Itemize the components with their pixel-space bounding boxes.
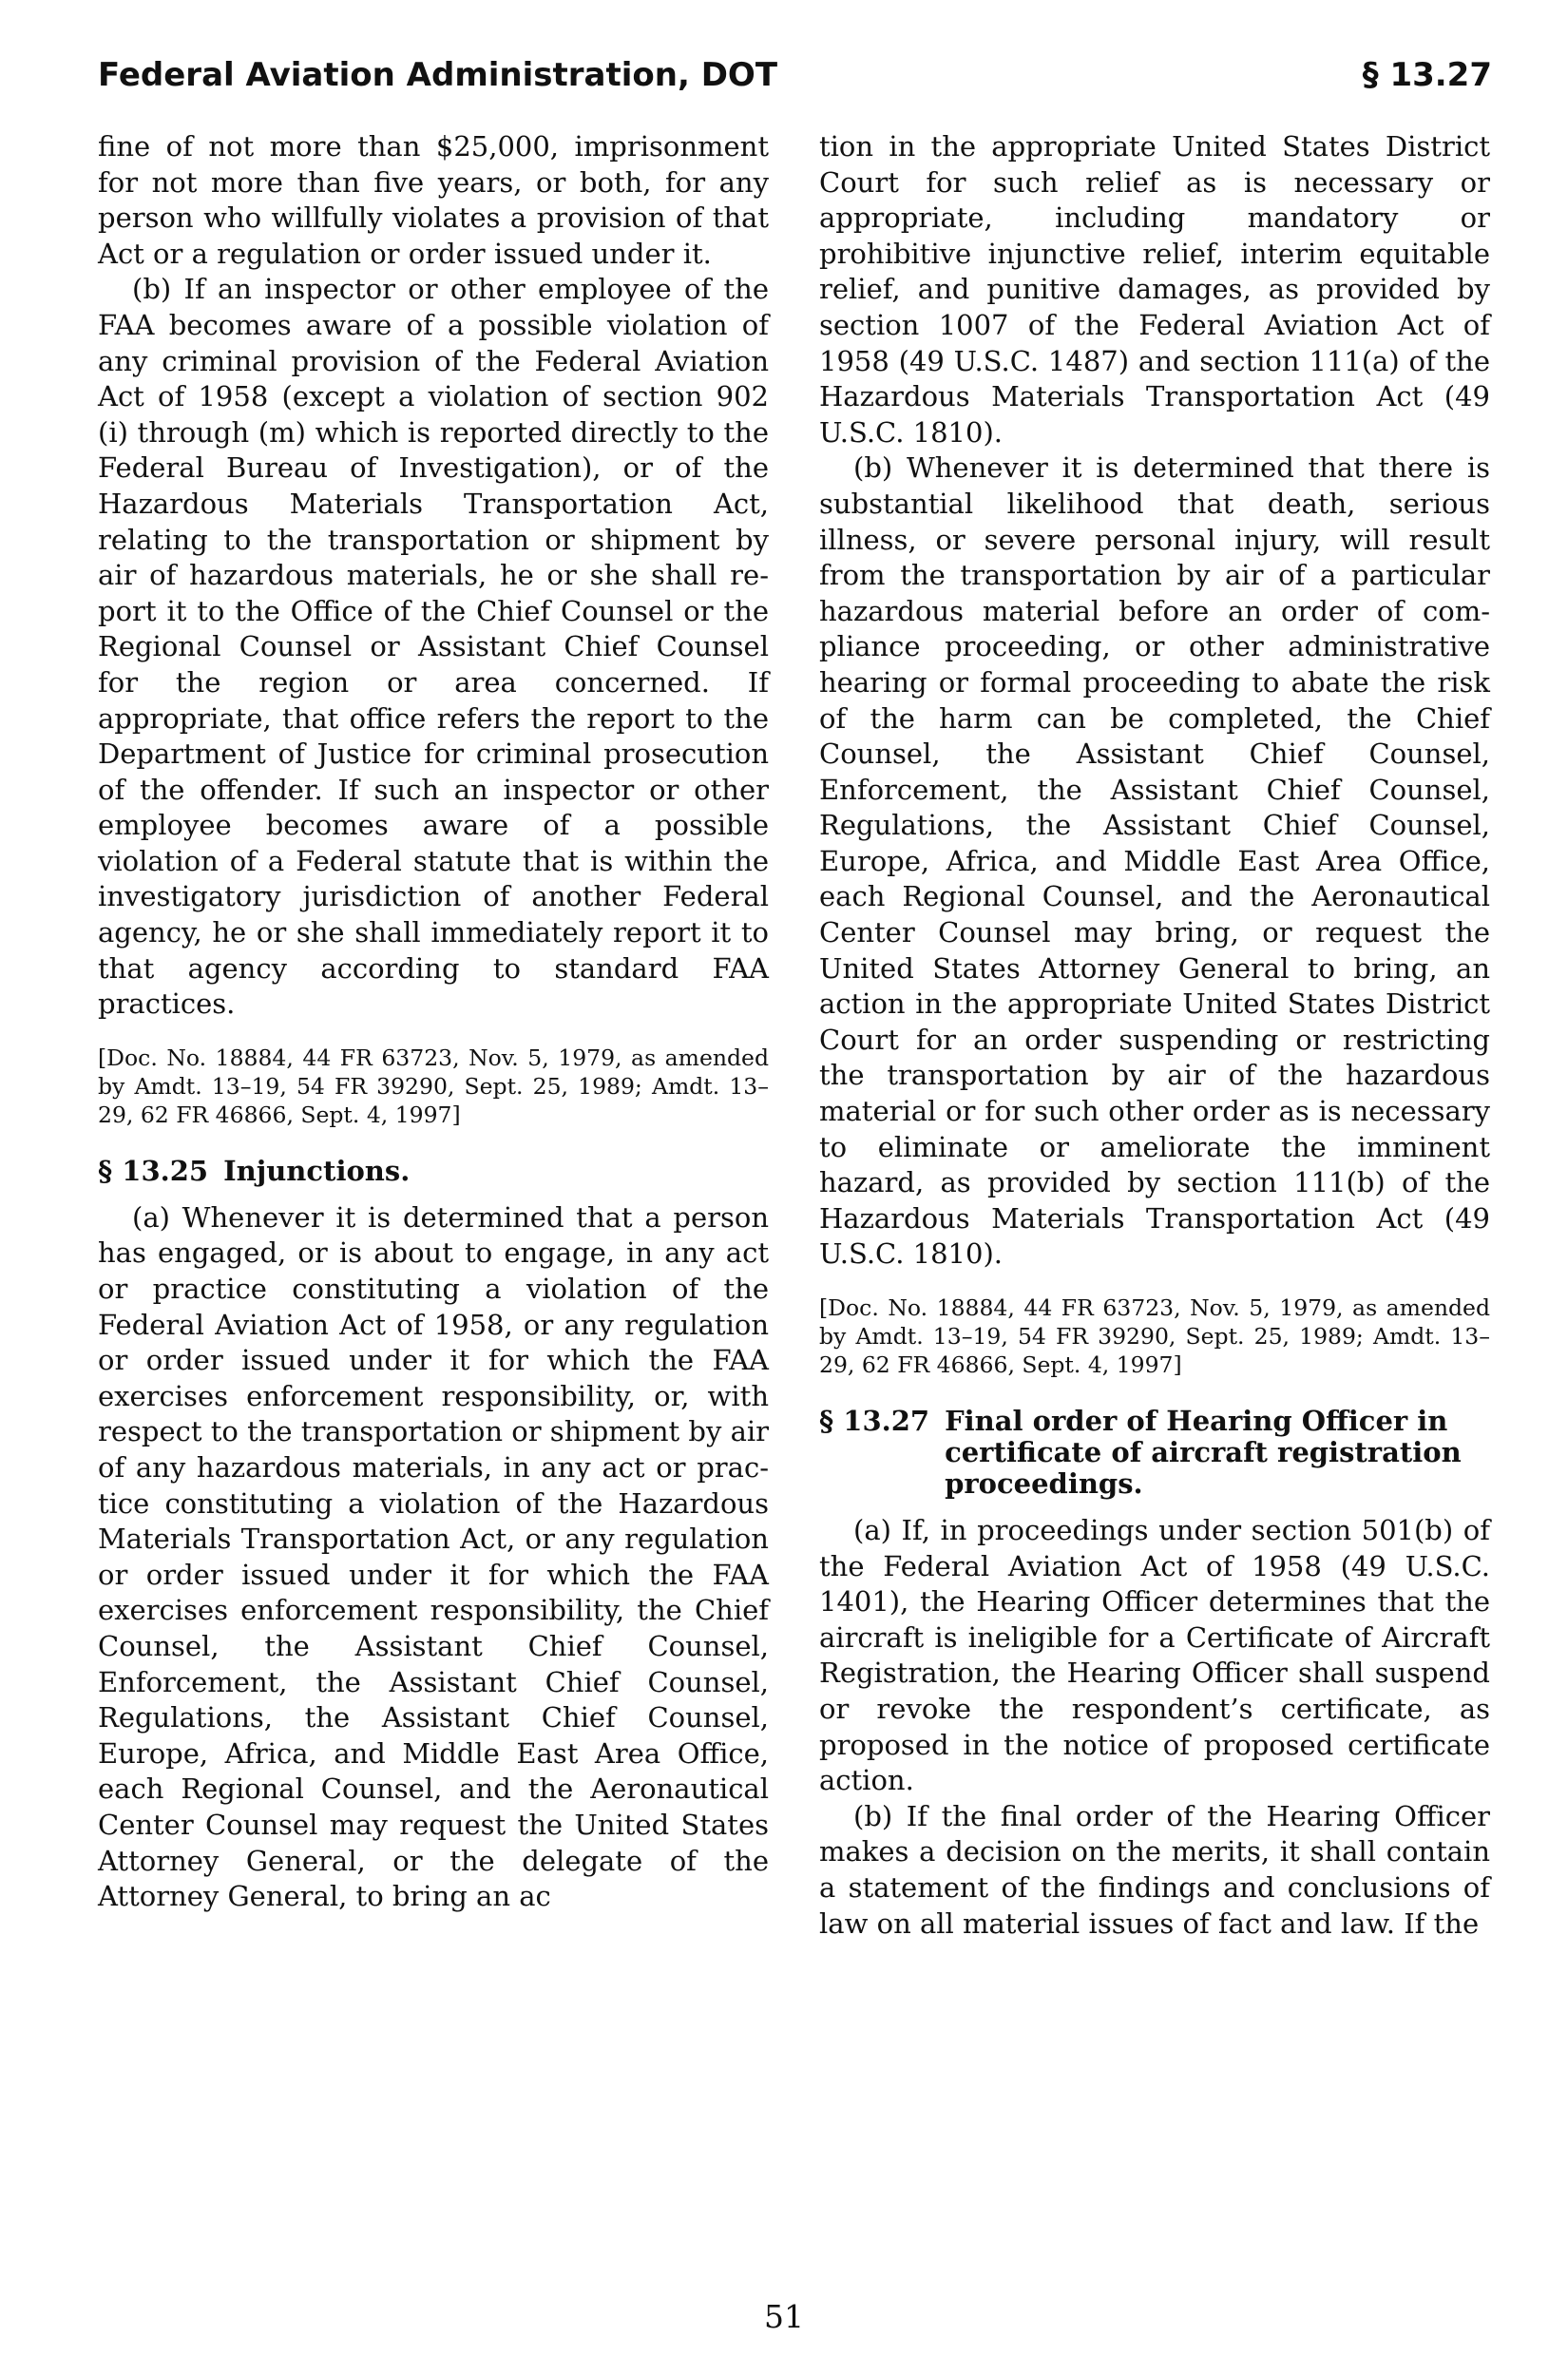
section-number: § 13.27: [819, 1405, 930, 1437]
left-column: [98, 129, 769, 1915]
page-number: 51: [764, 2298, 804, 2335]
paragraph-continued: fine of not more than $25,000, imprisonment for not more than five years, or both, for any person who willfully violates a provision of that Act or a regulation or order issued under it.: [98, 130, 769, 270]
paragraph-b: (b) If the final order of the Hearing Officer makes a decision on the merits, it shall contain a statement of the findings and conclusions of law on all material issues of fact and law. If the: [819, 1799, 1490, 1940]
section-number: § 13.25: [98, 1154, 209, 1187]
section-title: Final order of Hearing Officer in certificate of aircraft registration proceedings.: [945, 1405, 1462, 1500]
running-header: [98, 53, 1492, 97]
right-column: [819, 129, 1490, 1942]
header-section-number: § 13.27: [1362, 56, 1492, 94]
paragraph-b: (b) If an inspector or other employee of the FAA becomes aware of a possible violation of any criminal provision of the Federal Aviation Act of 1958 (except a violation of section 902 (i) through (m) which is reported directly to the Federal Bureau of Investigation), or of the Hazardous Materials Transportation Act, relating to the transportation or shipment by air of hazardous materials, he or she shall report it to the Office of the Chief Counsel or the Regional Counsel or Assistant Chief Counsel for the region or area concerned. If appropriate, that office refers the report to the Department of Justice for criminal prosecution of the offender. If such an inspector or other employee becomes aware of a possible violation of a Federal statute that is within the investigatory jurisdiction of another Federal agency, he or she shall immediately report it to that agency according to standard FAA practices.: [98, 273, 769, 1021]
paragraph-a: (a) Whenever it is determined that a person has engaged, or is about to engage, in any act or practice constituting a violation of the Federal Aviation Act of 1958, or any regulation or order issued under it for which the FAA exercises enforcement responsibility, or, with respect to the transportation or shipment by air of any hazardous materials, in any act or practice constituting a violation of the Hazardous Materials Transportation Act, or any regulation or order issued under it for which the FAA exercises enforcement responsibility, the Chief Counsel, the Assistant Chief Counsel, Enforcement, the Assistant Chief Counsel, Regulations, the Assistant Chief Counsel, Europe, Africa, and Middle East Area Office, each Regional Counsel, and the Aeronautical Center Counsel may request the United States Attorney General, or the delegate of the Attorney General, to bring an ac: [98, 1200, 770, 1913]
section-heading-13-25: [98, 1156, 769, 1187]
section-title: Injunctions.: [223, 1154, 411, 1187]
citation: [Doc. No. 18884, 44 FR 63723, Nov. 5, 1979, as amended by Amdt. 13–19, 54 FR 39290, Sept. 25, 1989; Amdt. 13–29, 62 FR 46866, Sept. 4, 1997]: [819, 1294, 1490, 1378]
header-agency-title: Federal Aviation Administration, DOT: [98, 56, 778, 94]
paragraph-continued: tion in the appropriate United States District Court for such relief as is necessary or appropriate, including mandatory or prohibitive injunctive relief, interim equitable relief, and punitive damages, as provided by section 1007 of the Federal Aviation Act of 1958 (49 U.S.C. 1487) and section 111(a) of the Hazardous Materials Transportation Act (49 U.S.C. 1810).: [819, 130, 1490, 449]
paragraph-b: (b) Whenever it is determined that there is substantial likelihood that death, serious illness, or severe personal injury, will result from the transportation by air of a particular hazardous material before an order of compliance proceeding, or other administrative hearing or formal proceeding to abate the risk of the harm can be completed, the Chief Counsel, the Assistant Chief Counsel, Enforcement, the Assistant Chief Counsel, Regulations, the Assistant Chief Counsel, Europe, Africa, and Middle East Area Office, each Regional Counsel, and the Aeronautical Center Counsel may bring, or request the United States Attorney General to bring, an action in the appropriate United States District Court for an order suspending or restricting the transportation by air of the hazardous material or for such other order as is necessary to eliminate or ameliorate the imminent hazard, as provided by section 111(b) of the Hazardous Materials Transportation Act (49 U.S.C. 1810).: [819, 451, 1490, 1271]
section-heading-13-27: [819, 1406, 1490, 1500]
citation: [Doc. No. 18884, 44 FR 63723, Nov. 5, 1979, as amended by Amdt. 13–19, 54 FR 39290, Sept. 25, 1989; Amdt. 13–29, 62 FR 46866, Sept. 4, 1997]: [98, 1044, 769, 1128]
paragraph-a: (a) If, in proceedings under section 501(b) of the Federal Aviation Act of 1958 (49 U.S.C. 1401), the Hearing Officer determines that the aircraft is ineligible for a Certificate of Aircraft Registration, the Hearing Officer shall suspend or revoke the respondent’s certificate, as proposed in the notice of proposed certificate action.: [819, 1514, 1490, 1797]
